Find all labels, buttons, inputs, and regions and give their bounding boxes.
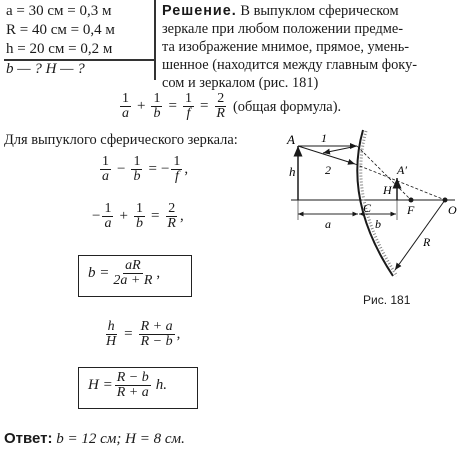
figure-caption: Рис. 181 bbox=[363, 293, 411, 307]
den: a bbox=[102, 169, 109, 184]
equals-sign: = bbox=[148, 161, 157, 177]
label-O: O bbox=[448, 203, 457, 217]
formula-b bbox=[88, 259, 160, 288]
plus-sign: + bbox=[137, 98, 146, 114]
comma: , bbox=[176, 326, 181, 342]
solution-first-line bbox=[162, 2, 399, 20]
comma: , bbox=[179, 208, 184, 224]
num: 2 bbox=[217, 91, 225, 106]
label-A-prime: A′ bbox=[397, 163, 407, 177]
comma: , bbox=[184, 161, 189, 177]
frac-1-a bbox=[120, 92, 131, 121]
den: R bbox=[167, 216, 176, 231]
den: R bbox=[216, 106, 225, 121]
frac-2-R bbox=[165, 202, 178, 231]
answer-label: Ответ: bbox=[4, 430, 53, 447]
solution-line-2: та изображение мнимое, прямое, умень- bbox=[162, 39, 410, 55]
den: b bbox=[133, 169, 141, 184]
solution-line-1: зеркале при любом положении предме- bbox=[162, 21, 404, 37]
label-R: R bbox=[423, 235, 431, 249]
general-formula bbox=[118, 92, 341, 121]
num: 1 bbox=[122, 91, 129, 106]
frac-2-R bbox=[214, 92, 227, 121]
answer bbox=[4, 430, 185, 448]
H-equals: H = bbox=[88, 377, 113, 393]
convex-formula-2 bbox=[92, 202, 184, 231]
label-ray-1: 1 bbox=[321, 131, 327, 145]
label-C: C bbox=[363, 201, 372, 215]
den: a bbox=[104, 216, 112, 231]
h-dot: h. bbox=[155, 377, 167, 393]
frac-R-minus-b-over-R-plus-a bbox=[115, 371, 151, 400]
general-formula-note: (общая формула). bbox=[232, 98, 342, 115]
frac-R-plus-a-over-R-minus-b bbox=[139, 320, 175, 349]
num: aR bbox=[125, 258, 141, 273]
solution-label: Решение. bbox=[162, 3, 237, 19]
num: 1 bbox=[135, 201, 143, 216]
convex-formula-1 bbox=[98, 155, 188, 184]
focus-point bbox=[409, 198, 414, 203]
den: b bbox=[135, 216, 143, 231]
label-h: h bbox=[289, 164, 296, 179]
equals-sign: = bbox=[199, 98, 209, 114]
den: a bbox=[122, 106, 129, 121]
frac-1-a bbox=[102, 202, 113, 231]
solution-line-4: сом и зеркалом (рис. 181) bbox=[162, 75, 319, 91]
radius-line bbox=[395, 200, 445, 270]
negative-sign: − bbox=[92, 208, 101, 224]
num: 1 bbox=[102, 154, 109, 169]
given-find: b — ? H — ? bbox=[6, 61, 85, 77]
label-b: b bbox=[375, 217, 381, 231]
given-a: a = 30 см = 0,3 м bbox=[6, 3, 112, 19]
frac-aR-over-2a-plus-R bbox=[111, 259, 154, 288]
plus-sign: + bbox=[119, 208, 128, 224]
negative-sign: − bbox=[160, 161, 170, 177]
num: 1 bbox=[173, 154, 181, 169]
given-vertical-rule bbox=[154, 0, 156, 80]
num: 1 bbox=[153, 91, 161, 106]
minus-sign: − bbox=[117, 161, 126, 177]
ray-2-incident bbox=[298, 146, 355, 164]
formula-ratio bbox=[102, 320, 180, 349]
num: R − b bbox=[116, 370, 149, 385]
num: R + a bbox=[140, 319, 173, 334]
den: R − b bbox=[140, 334, 173, 349]
equals-sign: = bbox=[168, 98, 177, 114]
given-h: h = 20 см = 0,2 м bbox=[6, 41, 113, 57]
frac-h-over-H bbox=[104, 320, 118, 349]
num: 1 bbox=[104, 201, 112, 216]
frac-1-b bbox=[151, 92, 162, 121]
equals-sign: = bbox=[150, 208, 160, 224]
den: R + a bbox=[116, 385, 149, 400]
num: 1 bbox=[133, 154, 141, 169]
label-H: H bbox=[383, 183, 392, 197]
den: 2a + R bbox=[113, 273, 153, 288]
den: f bbox=[186, 106, 191, 121]
comma: , bbox=[156, 265, 161, 281]
frac-1-a bbox=[100, 155, 111, 184]
frac-1-f bbox=[183, 92, 194, 121]
ray-1-reflected bbox=[323, 146, 357, 153]
label-ray-2: 2 bbox=[325, 163, 331, 177]
num: 2 bbox=[168, 201, 176, 216]
convex-intro: Для выпуклого сферического зеркала: bbox=[4, 132, 238, 148]
answer-text: b = 12 см; H = 8 см. bbox=[52, 431, 185, 447]
frac-1-f bbox=[171, 155, 182, 184]
label-a: a bbox=[325, 217, 331, 231]
figure-181 bbox=[283, 128, 463, 293]
den: f bbox=[174, 169, 179, 184]
equals-sign: = bbox=[124, 326, 133, 342]
given-R: R = 40 см = 0,4 м bbox=[6, 22, 115, 38]
b-equals: b = bbox=[88, 265, 110, 281]
formula-H bbox=[88, 371, 167, 400]
solution-line-0: В выпуклом сферическом bbox=[236, 3, 399, 19]
solution-line-3: шенное (находится между главным фоку- bbox=[162, 57, 418, 73]
num: h bbox=[107, 319, 115, 334]
center-point bbox=[443, 198, 448, 203]
den: H bbox=[106, 334, 117, 349]
label-F: F bbox=[407, 203, 415, 217]
label-A: A bbox=[287, 132, 295, 147]
num: 1 bbox=[184, 91, 192, 106]
frac-1-b bbox=[134, 202, 145, 231]
den: b bbox=[153, 106, 161, 121]
frac-1-b bbox=[131, 155, 142, 184]
